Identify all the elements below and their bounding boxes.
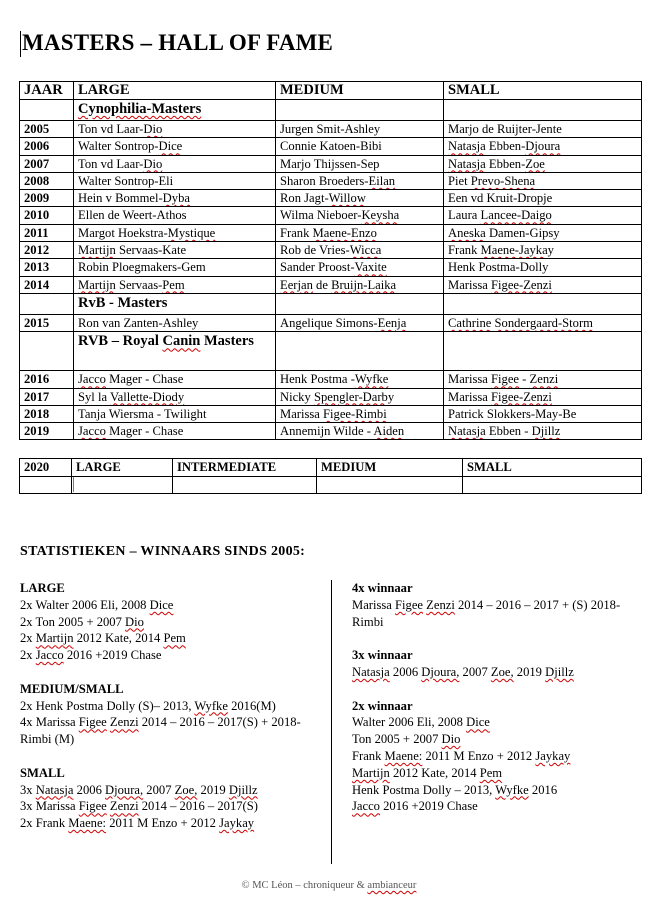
stats-group-heading: 2x winnaar	[352, 698, 413, 713]
cell-year: 2013	[20, 259, 74, 276]
text-caret	[73, 477, 74, 492]
section-empty-cell	[444, 100, 642, 121]
stats-group-heading: SMALL	[20, 765, 65, 780]
stats-group-heading: 4x winnaar	[352, 581, 413, 595]
table-row	[20, 224, 642, 241]
cell-medium: Jurgen Smit-Ashley	[276, 121, 444, 138]
cell-large: Ton vd Laar-Dio	[74, 121, 276, 138]
cell-small: Marissa Figee-Zenzi	[444, 276, 642, 293]
cell-year: 2011	[20, 224, 74, 241]
table-row	[20, 172, 642, 189]
stats-line: Walter 2006 Eli, 2008 Dice	[352, 715, 490, 730]
cell-small: Cathrine Sondergaard-Storm	[444, 314, 642, 331]
header-medium: MEDIUM	[276, 82, 444, 100]
cell-medium: Wilma Nieboer-Keysha	[276, 207, 444, 224]
table-row	[20, 276, 642, 293]
cell-large: Jacco Mager - Chase	[74, 423, 276, 440]
stats-line: 2x Ton 2005 + 2007 Dio	[20, 614, 144, 629]
stats-line: Marissa Figee Zenzi 2014 – 2016 – 2017 + (S) 2018-Rimbi	[352, 597, 621, 629]
stats-title: STATISTIEKEN – WINNAARS SINDS 2005:	[20, 544, 306, 559]
table-row	[20, 155, 642, 172]
cell-large: Martijn Servaas-Pem	[74, 276, 276, 293]
section-empty-cell	[276, 332, 444, 371]
section-empty-cell	[20, 293, 74, 314]
cell-year: 2016	[20, 371, 74, 388]
stats-line: Ton 2005 + 2007 Dio	[352, 732, 461, 747]
cell-year: 2008	[20, 172, 74, 189]
stats-line: 2x Henk Postma Dolly (S)– 2013, Wyfke 2016(M)	[20, 698, 276, 713]
cell-small: Laura Lancee-Daigo	[444, 207, 642, 224]
spacer	[20, 748, 320, 765]
header-large: LARGE	[74, 82, 276, 100]
table-row	[20, 190, 642, 207]
section-empty-cell	[20, 100, 74, 121]
cell-2020-medium-empty[interactable]	[317, 477, 463, 494]
cell-medium: Sander Proost-Vaxite	[276, 259, 444, 276]
spacer	[20, 664, 320, 681]
spacer	[352, 681, 642, 698]
cell-year: 2007	[20, 155, 74, 172]
page-title: MASTERS – HALL OF FAME	[22, 30, 334, 55]
cell-small: Marissa Figee-Zenzi	[444, 388, 642, 405]
stats-line: Jacco 2016 +2019 Chase	[352, 799, 478, 814]
section-title: RVB – Royal Canin Masters	[74, 332, 276, 371]
stats-line: 4x Marissa Figee Zenzi 2014 – 2016 – 2017(S) + 2018-Rimbi (M)	[20, 715, 301, 747]
stats-line: 2x Walter 2006 Eli, 2008 Dice	[20, 597, 174, 612]
cell-2020-intermediate-empty[interactable]	[173, 477, 317, 494]
cell-medium: Nicky Spengler-Darby	[276, 388, 444, 405]
cell-medium: Connie Katoen-Bibi	[276, 138, 444, 155]
stats-line: 2x Frank Maene: 2011 M Enzo + 2012 Jaykay	[20, 816, 255, 831]
cell-medium: Marissa Figee-Rimbi	[276, 405, 444, 422]
table-header-row	[20, 82, 642, 100]
table-row	[20, 314, 642, 331]
section-row	[20, 332, 642, 371]
cell-large: Ton vd Laar-Dio	[74, 155, 276, 172]
header-small: SMALL	[444, 82, 642, 100]
stats-line: Frank Maene: 2011 M Enzo + 2012 Jaykay	[352, 748, 571, 763]
cell-small: Natasja Ebben-Djoura	[444, 138, 642, 155]
cell-large: Jacco Mager - Chase	[74, 371, 276, 388]
stats-line: 3x Marissa Figee Zenzi 2014 – 2016 – 2017(S)	[20, 799, 258, 814]
cell-small: Piet Prevo-Shena	[444, 172, 642, 189]
cell-large: Syl la Vallette-Diody	[74, 388, 276, 405]
cell-year: 2018	[20, 405, 74, 422]
cell-year: 2005	[20, 121, 74, 138]
cell-year: 2012	[20, 242, 74, 259]
cell-year: 2015	[20, 314, 74, 331]
stats-group-heading: LARGE	[20, 581, 65, 595]
stats-line: Natasja 2006 Djoura, 2007 Zoe, 2019 Djillz	[352, 664, 574, 679]
stats-line: Henk Postma Dolly – 2013, Wyfke 2016	[352, 782, 558, 797]
section-title: Cynophilia-Masters	[74, 100, 276, 121]
table-row	[20, 405, 642, 422]
stats-line: 3x Natasja 2006 Djoura, 2007 Zoe, 2019 Djillz	[20, 782, 258, 797]
stats-group-heading: 3x winnaar	[352, 648, 413, 663]
cell-large: Hein v Bommel-Dyba	[74, 190, 276, 207]
header-2020-large: LARGE	[72, 459, 173, 477]
hall-of-fame-table	[19, 81, 642, 440]
cell-medium: Annemijn Wilde - Aiden	[276, 423, 444, 440]
cell-medium: Rob de Vries-Wicca	[276, 242, 444, 259]
column-divider	[331, 580, 332, 864]
table-row	[20, 259, 642, 276]
cell-year: 2017	[20, 388, 74, 405]
cell-small: Natasja Ebben - Djillz	[444, 423, 642, 440]
cell-year: 2014	[20, 276, 74, 293]
cell-year: 2019	[20, 423, 74, 440]
footer-credit: © MC Léon – chroniqueur & ambianceur	[241, 880, 417, 891]
cell-large: Ron van Zanten-Ashley	[74, 314, 276, 331]
cell-year: 2010	[20, 207, 74, 224]
cell-large: Walter Sontrop-Dice	[74, 138, 276, 155]
cell-medium: Marjo Thijssen-Sep	[276, 155, 444, 172]
cell-small: Frank Maene-Jaykay	[444, 242, 642, 259]
cell-medium: Angelique Simons-Eenja	[276, 314, 444, 331]
cell-small: Aneska Damen-Gipsy	[444, 224, 642, 241]
cell-small: Natasja Ebben-Zoe	[444, 155, 642, 172]
section-empty-cell	[444, 332, 642, 371]
cell-large: Martijn Servaas-Kate	[74, 242, 276, 259]
section-empty-cell	[276, 100, 444, 121]
cell-medium: Sharon Broeders-Eilan	[276, 172, 444, 189]
stats-line: 2x Martijn 2012 Kate, 2014 Pem	[20, 631, 186, 646]
cell-medium: Eerjan de Bruijn-Laika	[276, 276, 444, 293]
section-empty-cell	[276, 293, 444, 314]
table-row	[20, 121, 642, 138]
stats-group-heading: MEDIUM/SMALL	[20, 681, 124, 696]
cell-medium: Frank Maene-Enzo	[276, 224, 444, 241]
section-empty-cell	[444, 293, 642, 314]
stats-right-column	[352, 580, 642, 815]
cell-2020-small-empty[interactable]	[463, 477, 642, 494]
table-row	[20, 242, 642, 259]
header-2020-year: 2020	[20, 459, 72, 477]
cell-small: Marjo de Ruijter-Jente	[444, 121, 642, 138]
stats-left-column	[20, 580, 320, 832]
cell-small: Henk Postma-Dolly	[444, 259, 642, 276]
cell-large: Tanja Wiersma - Twilight	[74, 405, 276, 422]
text-cursor	[20, 31, 21, 57]
table-body	[20, 100, 642, 440]
header-2020-medium: MEDIUM	[317, 459, 463, 477]
stats-line: 2x Jacco 2016 +2019 Chase	[20, 648, 162, 663]
cell-small: Patrick Slokkers-May-Be	[444, 405, 642, 422]
cell-small: Marissa Figee - Zenzi	[444, 371, 642, 388]
table-row	[20, 388, 642, 405]
cell-large: Ellen de Weert-Athos	[74, 207, 276, 224]
cell-2020-empty[interactable]	[20, 477, 72, 494]
header-jaar: JAAR	[20, 82, 74, 100]
cell-year: 2006	[20, 138, 74, 155]
section-row	[20, 293, 642, 314]
cell-year: 2009	[20, 190, 74, 207]
cell-large: Walter Sontrop-Eli	[74, 172, 276, 189]
table-row	[20, 138, 642, 155]
cell-medium: Henk Postma -Wyfke	[276, 371, 444, 388]
header-2020-intermediate: INTERMEDIATE	[173, 459, 317, 477]
cell-medium: Ron Jagt-Willow	[276, 190, 444, 207]
cell-large: Robin Ploegmakers-Gem	[74, 259, 276, 276]
stats-line: Martijn 2012 Kate, 2014 Pem	[352, 765, 503, 780]
spacer	[352, 630, 642, 647]
table-2020	[19, 458, 642, 494]
table-row	[20, 207, 642, 224]
table-2020-empty-row	[20, 477, 642, 494]
table-row	[20, 423, 642, 440]
cell-small: Een vd Kruit-Dropje	[444, 190, 642, 207]
cell-2020-large-empty[interactable]	[72, 477, 173, 494]
table-2020-header-row	[20, 459, 642, 477]
section-row	[20, 100, 642, 121]
section-title: RvB - Masters	[74, 293, 276, 314]
cell-large: Margot Hoekstra-Mystique	[74, 224, 276, 241]
header-2020-small: SMALL	[463, 459, 642, 477]
section-empty-cell	[20, 332, 74, 371]
table-row	[20, 371, 642, 388]
